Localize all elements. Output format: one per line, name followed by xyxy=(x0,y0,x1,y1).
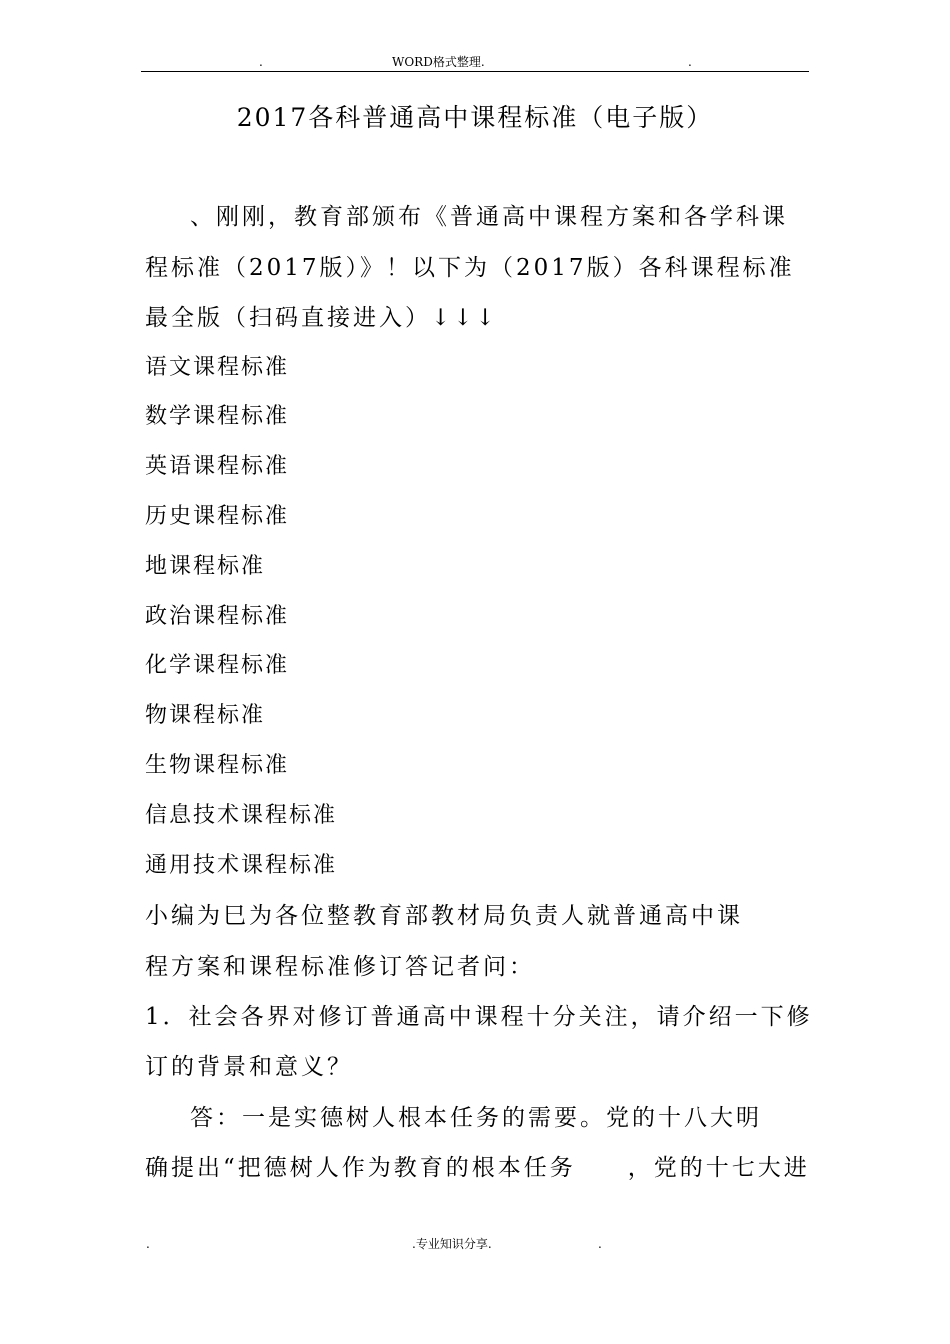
subject-item: 通用技术课程标准 xyxy=(145,853,338,878)
subject-item: 信息技术课程标准 xyxy=(145,803,338,828)
intro-line-1: 、刚刚，教育部颁布《普通高中课程方案和各学科课 xyxy=(190,204,788,230)
header-right-dot: . xyxy=(688,55,692,69)
subject-item: 化学课程标准 xyxy=(145,653,290,678)
document-title: 2017各科普通高中课程标准（电子版） xyxy=(236,103,714,132)
answer-line-2: 确提出“把德树人作为教育的根本任务 ，党的十七大进 xyxy=(145,1155,810,1181)
subject-item: 数学课程标准 xyxy=(145,404,290,429)
question-line-1: 1．社会各界对修订普通高中课程十分关注，请介绍一下修 xyxy=(145,1004,813,1030)
subject-item: 语文课程标准 xyxy=(145,355,290,380)
intro-line-3: 最全版（扫码直接进入）↓↓↓ xyxy=(145,305,498,331)
header-left-dot: . xyxy=(259,55,263,69)
subject-item: 政治课程标准 xyxy=(145,604,290,629)
footer-left-dot: . xyxy=(146,1237,150,1251)
subject-item: 英语课程标准 xyxy=(145,454,290,479)
intro-line-2: 程标准（2017版）》！以下为（2017版）各科课程标准 xyxy=(145,255,795,281)
header-title: WORD格式整理. xyxy=(392,55,485,69)
subject-item: 生物课程标准 xyxy=(145,753,290,778)
footer-right-dot: . xyxy=(598,1237,602,1251)
subject-item: 地课程标准 xyxy=(145,554,266,579)
editor-note-line-1: 小编为巳为各位整教育部教材局负责人就普通高中课 xyxy=(145,903,743,929)
footer-text: .专业知识分享. xyxy=(412,1237,492,1251)
answer-line-1: 答：一是实德树人根本任务的需要。党的十八大明 xyxy=(190,1105,762,1131)
subject-item: 历史课程标准 xyxy=(145,504,290,529)
header-rule xyxy=(141,71,809,72)
question-line-2: 订的背景和意义？ xyxy=(145,1054,353,1080)
editor-note-line-2: 程方案和课程标准修订答记者问： xyxy=(145,954,535,980)
subject-item: 物课程标准 xyxy=(145,703,266,728)
